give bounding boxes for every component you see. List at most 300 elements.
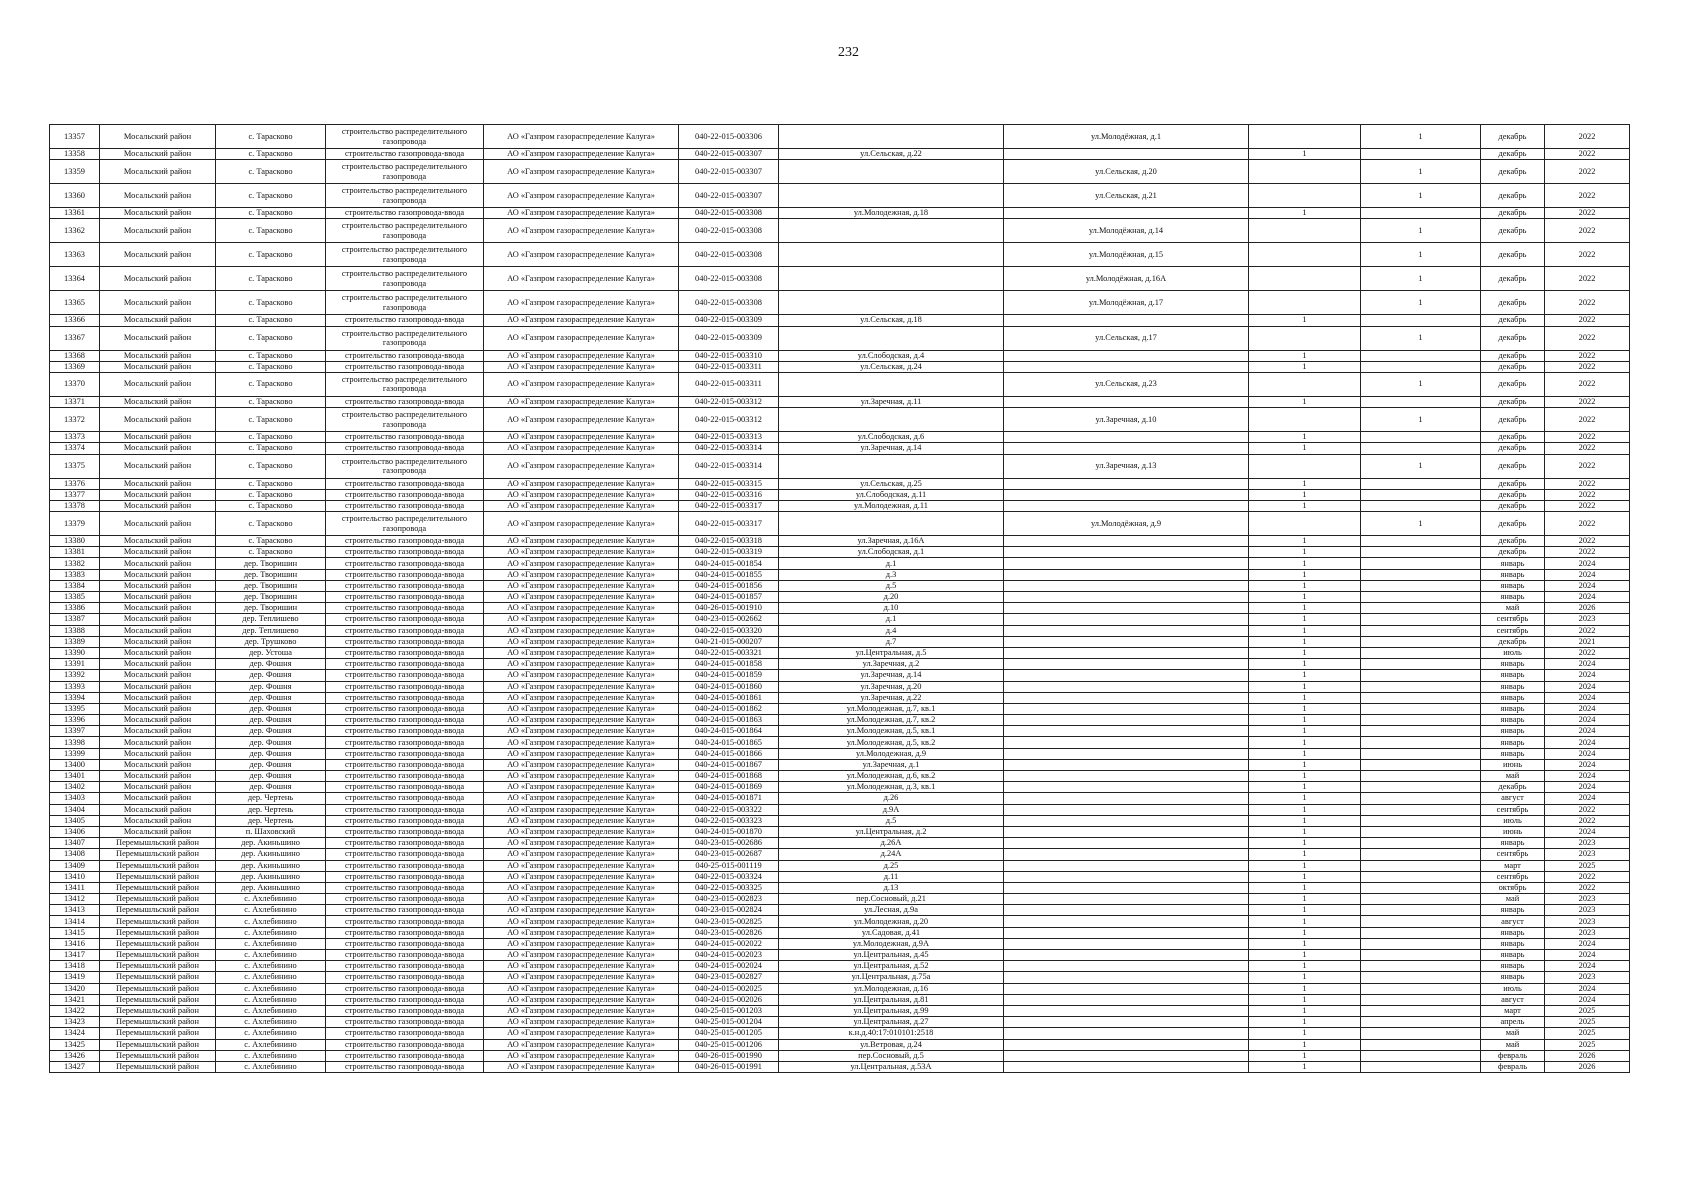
network-count-cell	[1361, 815, 1481, 826]
service-address-cell: д.9А	[779, 804, 1004, 815]
row-number-cell: 13427	[50, 1061, 100, 1072]
network-address-cell	[1004, 860, 1249, 871]
row-number-cell: 13369	[50, 361, 100, 372]
network-address-cell	[1004, 771, 1249, 782]
settlement-cell: дер. Акиньшино	[216, 871, 326, 882]
table-row	[50, 972, 1630, 983]
service-address-cell: ул.Центральная, д.52	[779, 961, 1004, 972]
registration-number-cell: 040-24-015-001854	[679, 558, 779, 569]
month-cell: февраль	[1481, 1061, 1545, 1072]
work-type-cell: строительство газопровода-ввода	[326, 972, 484, 983]
work-type-cell: строительство газопровода-ввода	[326, 647, 484, 658]
network-address-cell	[1004, 569, 1249, 580]
row-number-cell: 13397	[50, 726, 100, 737]
table-row	[50, 372, 1630, 396]
year-cell: 2025	[1545, 860, 1630, 871]
month-cell: июль	[1481, 815, 1545, 826]
work-type-cell: строительство газопровода-ввода	[326, 443, 484, 454]
table-row	[50, 983, 1630, 994]
organization-cell: АО «Газпром газораспределение Калуга»	[484, 815, 679, 826]
network-address-cell	[1004, 500, 1249, 511]
network-address-cell	[1004, 489, 1249, 500]
district-cell: Мосальский район	[100, 443, 216, 454]
settlement-cell: дер. Фошня	[216, 681, 326, 692]
service-address-cell: ул.Сельская, д.25	[779, 478, 1004, 489]
year-cell: 2023	[1545, 905, 1630, 916]
work-type-cell: строительство распределительного газопровода	[326, 243, 484, 267]
row-number-cell: 13388	[50, 625, 100, 636]
work-type-cell: строительство газопровода-ввода	[326, 860, 484, 871]
year-cell: 2024	[1545, 771, 1630, 782]
settlement-cell: дер. Фошня	[216, 748, 326, 759]
network-count-cell: 1	[1361, 160, 1481, 184]
work-type-cell: строительство распределительного газопровода	[326, 267, 484, 291]
organization-cell: АО «Газпром газораспределение Калуга»	[484, 938, 679, 949]
table-row	[50, 726, 1630, 737]
network-address-cell	[1004, 793, 1249, 804]
service-address-cell: ул.Молодежная, д.7, кв.1	[779, 703, 1004, 714]
district-cell: Мосальский район	[100, 804, 216, 815]
settlement-cell: дер. Теплишево	[216, 614, 326, 625]
organization-cell: АО «Газпром газораспределение Калуга»	[484, 703, 679, 714]
network-count-cell	[1361, 1017, 1481, 1028]
registration-number-cell: 040-21-015-000207	[679, 636, 779, 647]
service-count-cell: 1	[1249, 361, 1361, 372]
row-number-cell: 13400	[50, 759, 100, 770]
network-address-cell	[1004, 350, 1249, 361]
table-row	[50, 184, 1630, 208]
month-cell: январь	[1481, 670, 1545, 681]
service-count-cell: 1	[1249, 478, 1361, 489]
registration-number-cell: 040-23-015-002826	[679, 927, 779, 938]
settlement-cell: дер. Чертень	[216, 804, 326, 815]
settlement-cell: дер. Акиньшино	[216, 860, 326, 871]
network-address-cell	[1004, 961, 1249, 972]
work-type-cell: строительство газопровода-ввода	[326, 1017, 484, 1028]
table-row	[50, 603, 1630, 614]
network-count-cell	[1361, 489, 1481, 500]
month-cell: декабрь	[1481, 291, 1545, 315]
work-type-cell: строительство распределительного газопровода	[326, 454, 484, 478]
month-cell: март	[1481, 860, 1545, 871]
work-type-cell: строительство газопровода-ввода	[326, 592, 484, 603]
organization-cell: АО «Газпром газораспределение Калуга»	[484, 512, 679, 536]
table-row	[50, 569, 1630, 580]
service-count-cell: 1	[1249, 149, 1361, 160]
work-type-cell: строительство газопровода-ввода	[326, 804, 484, 815]
month-cell: декабрь	[1481, 350, 1545, 361]
service-address-cell	[779, 160, 1004, 184]
service-address-cell: ул.Молодежная, д.16	[779, 983, 1004, 994]
settlement-cell: дер. Творишин	[216, 592, 326, 603]
service-count-cell: 1	[1249, 592, 1361, 603]
service-count-cell: 1	[1249, 703, 1361, 714]
year-cell: 2024	[1545, 670, 1630, 681]
network-address-cell	[1004, 361, 1249, 372]
district-cell: Перемышльский район	[100, 994, 216, 1005]
service-address-cell: ул.Слободская, д.11	[779, 489, 1004, 500]
organization-cell: АО «Газпром газораспределение Калуга»	[484, 692, 679, 703]
month-cell: сентябрь	[1481, 849, 1545, 860]
table-row	[50, 219, 1630, 243]
district-cell: Мосальский район	[100, 726, 216, 737]
network-address-cell	[1004, 737, 1249, 748]
work-type-cell: строительство газопровода-ввода	[326, 670, 484, 681]
settlement-cell: дер. Фошня	[216, 670, 326, 681]
work-type-cell: строительство газопровода-ввода	[326, 793, 484, 804]
district-cell: Мосальский район	[100, 547, 216, 558]
service-address-cell: д.5	[779, 815, 1004, 826]
service-count-cell: 1	[1249, 871, 1361, 882]
work-type-cell: строительство газопровода-ввода	[326, 547, 484, 558]
organization-cell: АО «Газпром газораспределение Калуга»	[484, 849, 679, 860]
row-number-cell: 13378	[50, 500, 100, 511]
settlement-cell: с. Ахлебинино	[216, 961, 326, 972]
district-cell: Перемышльский район	[100, 950, 216, 961]
network-count-cell	[1361, 983, 1481, 994]
row-number-cell: 13408	[50, 849, 100, 860]
service-address-cell: д.11	[779, 871, 1004, 882]
registration-number-cell: 040-22-015-003317	[679, 512, 779, 536]
registration-number-cell: 040-26-015-001990	[679, 1050, 779, 1061]
work-type-cell: строительство газопровода-ввода	[326, 1028, 484, 1039]
organization-cell: АО «Газпром газораспределение Калуга»	[484, 927, 679, 938]
month-cell: декабрь	[1481, 443, 1545, 454]
service-count-cell: 1	[1249, 208, 1361, 219]
row-number-cell: 13373	[50, 432, 100, 443]
service-count-cell	[1249, 160, 1361, 184]
settlement-cell: дер. Устоша	[216, 647, 326, 658]
district-cell: Мосальский район	[100, 647, 216, 658]
month-cell: январь	[1481, 703, 1545, 714]
month-cell: январь	[1481, 961, 1545, 972]
settlement-cell: с. Тарасково	[216, 512, 326, 536]
work-type-cell: строительство распределительного газопровода	[326, 219, 484, 243]
organization-cell: АО «Газпром газораспределение Калуга»	[484, 500, 679, 511]
network-address-cell	[1004, 580, 1249, 591]
district-cell: Мосальский район	[100, 558, 216, 569]
registration-number-cell: 040-22-015-003313	[679, 432, 779, 443]
network-address-cell	[1004, 882, 1249, 893]
settlement-cell: с. Ахлебинино	[216, 1050, 326, 1061]
table-row	[50, 1028, 1630, 1039]
district-cell: Мосальский район	[100, 592, 216, 603]
registration-number-cell: 040-22-015-003308	[679, 208, 779, 219]
service-address-cell: ул.Центральная, д.2	[779, 826, 1004, 837]
district-cell: Перемышльский район	[100, 838, 216, 849]
year-cell: 2022	[1545, 208, 1630, 219]
registration-number-cell: 040-23-015-002825	[679, 916, 779, 927]
service-count-cell	[1249, 184, 1361, 208]
month-cell: июнь	[1481, 826, 1545, 837]
work-type-cell: строительство газопровода-ввода	[326, 927, 484, 938]
year-cell: 2022	[1545, 149, 1630, 160]
organization-cell: АО «Газпром газораспределение Калуга»	[484, 670, 679, 681]
work-type-cell: строительство распределительного газопровода	[326, 291, 484, 315]
service-address-cell: д.4	[779, 625, 1004, 636]
network-address-cell	[1004, 759, 1249, 770]
settlement-cell: с. Тарасково	[216, 478, 326, 489]
year-cell: 2022	[1545, 512, 1630, 536]
network-address-cell	[1004, 625, 1249, 636]
table-row	[50, 905, 1630, 916]
organization-cell: АО «Газпром газораспределение Калуга»	[484, 1005, 679, 1016]
network-count-cell	[1361, 882, 1481, 893]
settlement-cell: с. Тарасково	[216, 536, 326, 547]
service-count-cell: 1	[1249, 432, 1361, 443]
settlement-cell: с. Ахлебинино	[216, 894, 326, 905]
year-cell: 2023	[1545, 972, 1630, 983]
settlement-cell: с. Тарасково	[216, 160, 326, 184]
registration-number-cell: 040-24-015-001856	[679, 580, 779, 591]
service-count-cell: 1	[1249, 558, 1361, 569]
row-number-cell: 13405	[50, 815, 100, 826]
registration-number-cell: 040-22-015-003312	[679, 408, 779, 432]
service-address-cell: ул.Центральная, д.45	[779, 950, 1004, 961]
network-address-cell: ул.Сельская, д.20	[1004, 160, 1249, 184]
network-address-cell	[1004, 972, 1249, 983]
settlement-cell: с. Тарасково	[216, 500, 326, 511]
row-number-cell: 13383	[50, 569, 100, 580]
organization-cell: АО «Газпром газораспределение Калуга»	[484, 350, 679, 361]
table-row	[50, 950, 1630, 961]
registration-number-cell: 040-23-015-002824	[679, 905, 779, 916]
registration-number-cell: 040-22-015-003324	[679, 871, 779, 882]
settlement-cell: дер. Творишин	[216, 580, 326, 591]
registration-number-cell: 040-22-015-003316	[679, 489, 779, 500]
organization-cell: АО «Газпром газораспределение Калуга»	[484, 647, 679, 658]
year-cell: 2022	[1545, 478, 1630, 489]
month-cell: декабрь	[1481, 184, 1545, 208]
network-address-cell: ул.Заречная, д.13	[1004, 454, 1249, 478]
service-address-cell: ул.Молодежная, д.3, кв.1	[779, 782, 1004, 793]
table-row	[50, 408, 1630, 432]
service-count-cell: 1	[1249, 569, 1361, 580]
year-cell: 2026	[1545, 603, 1630, 614]
row-number-cell: 13381	[50, 547, 100, 558]
network-address-cell: ул.Молодёжная, д.14	[1004, 219, 1249, 243]
service-count-cell: 1	[1249, 1017, 1361, 1028]
table-row	[50, 961, 1630, 972]
registration-number-cell: 040-24-015-001858	[679, 659, 779, 670]
table-row	[50, 361, 1630, 372]
row-number-cell: 13386	[50, 603, 100, 614]
district-cell: Мосальский район	[100, 267, 216, 291]
year-cell: 2022	[1545, 625, 1630, 636]
network-count-cell	[1361, 592, 1481, 603]
service-address-cell: ул.Заречная, д.2	[779, 659, 1004, 670]
network-count-cell	[1361, 536, 1481, 547]
table-row	[50, 636, 1630, 647]
row-number-cell: 13406	[50, 826, 100, 837]
service-count-cell: 1	[1249, 315, 1361, 326]
district-cell: Перемышльский район	[100, 882, 216, 893]
year-cell: 2022	[1545, 547, 1630, 558]
year-cell: 2022	[1545, 443, 1630, 454]
service-count-cell	[1249, 125, 1361, 149]
year-cell: 2024	[1545, 659, 1630, 670]
row-number-cell: 13380	[50, 536, 100, 547]
registration-number-cell: 040-24-015-001855	[679, 569, 779, 580]
settlement-cell: с. Тарасково	[216, 454, 326, 478]
year-cell: 2022	[1545, 291, 1630, 315]
month-cell: январь	[1481, 927, 1545, 938]
table-row	[50, 647, 1630, 658]
network-count-cell	[1361, 793, 1481, 804]
year-cell: 2024	[1545, 592, 1630, 603]
organization-cell: АО «Газпром газораспределение Калуга»	[484, 478, 679, 489]
row-number-cell: 13417	[50, 950, 100, 961]
year-cell: 2022	[1545, 882, 1630, 893]
service-count-cell: 1	[1249, 748, 1361, 759]
service-address-cell: д.3	[779, 569, 1004, 580]
work-type-cell: строительство газопровода-ввода	[326, 569, 484, 580]
service-count-cell: 1	[1249, 614, 1361, 625]
organization-cell: АО «Газпром газораспределение Калуга»	[484, 536, 679, 547]
district-cell: Мосальский район	[100, 408, 216, 432]
work-type-cell: строительство газопровода-ввода	[326, 149, 484, 160]
month-cell: сентябрь	[1481, 614, 1545, 625]
row-number-cell: 13423	[50, 1017, 100, 1028]
district-cell: Перемышльский район	[100, 972, 216, 983]
registration-number-cell: 040-24-015-001867	[679, 759, 779, 770]
service-address-cell: ул.Заречная, д.20	[779, 681, 1004, 692]
network-count-cell	[1361, 782, 1481, 793]
organization-cell: АО «Газпром газораспределение Калуга»	[484, 905, 679, 916]
network-address-cell: ул.Молодёжная, д.16А	[1004, 267, 1249, 291]
district-cell: Мосальский район	[100, 454, 216, 478]
month-cell: декабрь	[1481, 454, 1545, 478]
organization-cell: АО «Газпром газораспределение Калуга»	[484, 326, 679, 350]
network-count-cell	[1361, 1061, 1481, 1072]
service-count-cell: 1	[1249, 804, 1361, 815]
service-count-cell: 1	[1249, 737, 1361, 748]
work-type-cell: строительство газопровода-ввода	[326, 208, 484, 219]
district-cell: Мосальский район	[100, 243, 216, 267]
work-type-cell: строительство газопровода-ввода	[326, 849, 484, 860]
work-type-cell: строительство газопровода-ввода	[326, 961, 484, 972]
district-cell: Мосальский район	[100, 614, 216, 625]
network-address-cell: ул.Заречная, д.10	[1004, 408, 1249, 432]
month-cell: январь	[1481, 838, 1545, 849]
network-address-cell	[1004, 547, 1249, 558]
month-cell: январь	[1481, 726, 1545, 737]
service-address-cell: ул.Ветровая, д.24	[779, 1039, 1004, 1050]
service-address-cell: ул.Молодежная, д.6, кв.2	[779, 771, 1004, 782]
district-cell: Мосальский район	[100, 149, 216, 160]
district-cell: Мосальский район	[100, 815, 216, 826]
network-count-cell	[1361, 849, 1481, 860]
network-count-cell	[1361, 603, 1481, 614]
settlement-cell: дер. Чертень	[216, 793, 326, 804]
organization-cell: АО «Газпром газораспределение Калуга»	[484, 916, 679, 927]
settlement-cell: дер. Творишин	[216, 569, 326, 580]
organization-cell: АО «Газпром газораспределение Калуга»	[484, 184, 679, 208]
work-type-cell: строительство газопровода-ввода	[326, 782, 484, 793]
network-count-cell: 1	[1361, 125, 1481, 149]
work-type-cell: строительство газопровода-ввода	[326, 681, 484, 692]
organization-cell: АО «Газпром газораспределение Калуга»	[484, 871, 679, 882]
organization-cell: АО «Газпром газораспределение Калуга»	[484, 804, 679, 815]
service-address-cell: ул.Садовая, д.41	[779, 927, 1004, 938]
month-cell: сентябрь	[1481, 804, 1545, 815]
service-count-cell: 1	[1249, 927, 1361, 938]
network-address-cell	[1004, 703, 1249, 714]
service-count-cell: 1	[1249, 882, 1361, 893]
month-cell: январь	[1481, 580, 1545, 591]
year-cell: 2022	[1545, 804, 1630, 815]
organization-cell: АО «Газпром газораспределение Калуга»	[484, 569, 679, 580]
work-type-cell: строительство газопровода-ввода	[326, 1050, 484, 1061]
table-row	[50, 916, 1630, 927]
service-count-cell: 1	[1249, 396, 1361, 407]
work-type-cell: строительство распределительного газопровода	[326, 408, 484, 432]
month-cell: январь	[1481, 659, 1545, 670]
service-count-cell	[1249, 326, 1361, 350]
network-address-cell	[1004, 894, 1249, 905]
year-cell: 2022	[1545, 243, 1630, 267]
row-number-cell: 13395	[50, 703, 100, 714]
settlement-cell: дер. Творишин	[216, 603, 326, 614]
month-cell: август	[1481, 916, 1545, 927]
row-number-cell: 13371	[50, 396, 100, 407]
registration-number-cell: 040-24-015-001871	[679, 793, 779, 804]
network-count-cell	[1361, 580, 1481, 591]
year-cell: 2022	[1545, 647, 1630, 658]
network-address-cell	[1004, 478, 1249, 489]
month-cell: февраль	[1481, 1050, 1545, 1061]
work-type-cell: строительство газопровода-ввода	[326, 432, 484, 443]
work-type-cell: строительство газопровода-ввода	[326, 614, 484, 625]
work-type-cell: строительство газопровода-ввода	[326, 500, 484, 511]
row-number-cell: 13393	[50, 681, 100, 692]
district-cell: Мосальский район	[100, 315, 216, 326]
network-count-cell	[1361, 315, 1481, 326]
registration-number-cell: 040-22-015-003307	[679, 160, 779, 184]
year-cell: 2026	[1545, 1050, 1630, 1061]
month-cell: май	[1481, 771, 1545, 782]
settlement-cell: с. Тарасково	[216, 350, 326, 361]
network-count-cell	[1361, 432, 1481, 443]
service-count-cell	[1249, 372, 1361, 396]
work-type-cell: строительство газопровода-ввода	[326, 580, 484, 591]
network-count-cell	[1361, 726, 1481, 737]
table-row	[50, 1005, 1630, 1016]
network-count-cell	[1361, 569, 1481, 580]
service-count-cell: 1	[1249, 961, 1361, 972]
organization-cell: АО «Газпром газораспределение Калуга»	[484, 972, 679, 983]
page-number: 232	[838, 45, 859, 60]
service-count-cell: 1	[1249, 815, 1361, 826]
table-row	[50, 804, 1630, 815]
network-count-cell	[1361, 737, 1481, 748]
work-type-cell: строительство распределительного газопровода	[326, 326, 484, 350]
row-number-cell: 13426	[50, 1050, 100, 1061]
year-cell: 2024	[1545, 961, 1630, 972]
organization-cell: АО «Газпром газораспределение Калуга»	[484, 782, 679, 793]
row-number-cell: 13398	[50, 737, 100, 748]
network-address-cell	[1004, 536, 1249, 547]
month-cell: май	[1481, 603, 1545, 614]
month-cell: июнь	[1481, 759, 1545, 770]
organization-cell: АО «Газпром газораспределение Калуга»	[484, 950, 679, 961]
district-cell: Перемышльский район	[100, 1005, 216, 1016]
network-count-cell	[1361, 950, 1481, 961]
month-cell: январь	[1481, 905, 1545, 916]
table-row	[50, 489, 1630, 500]
district-cell: Перемышльский район	[100, 938, 216, 949]
row-number-cell: 13391	[50, 659, 100, 670]
